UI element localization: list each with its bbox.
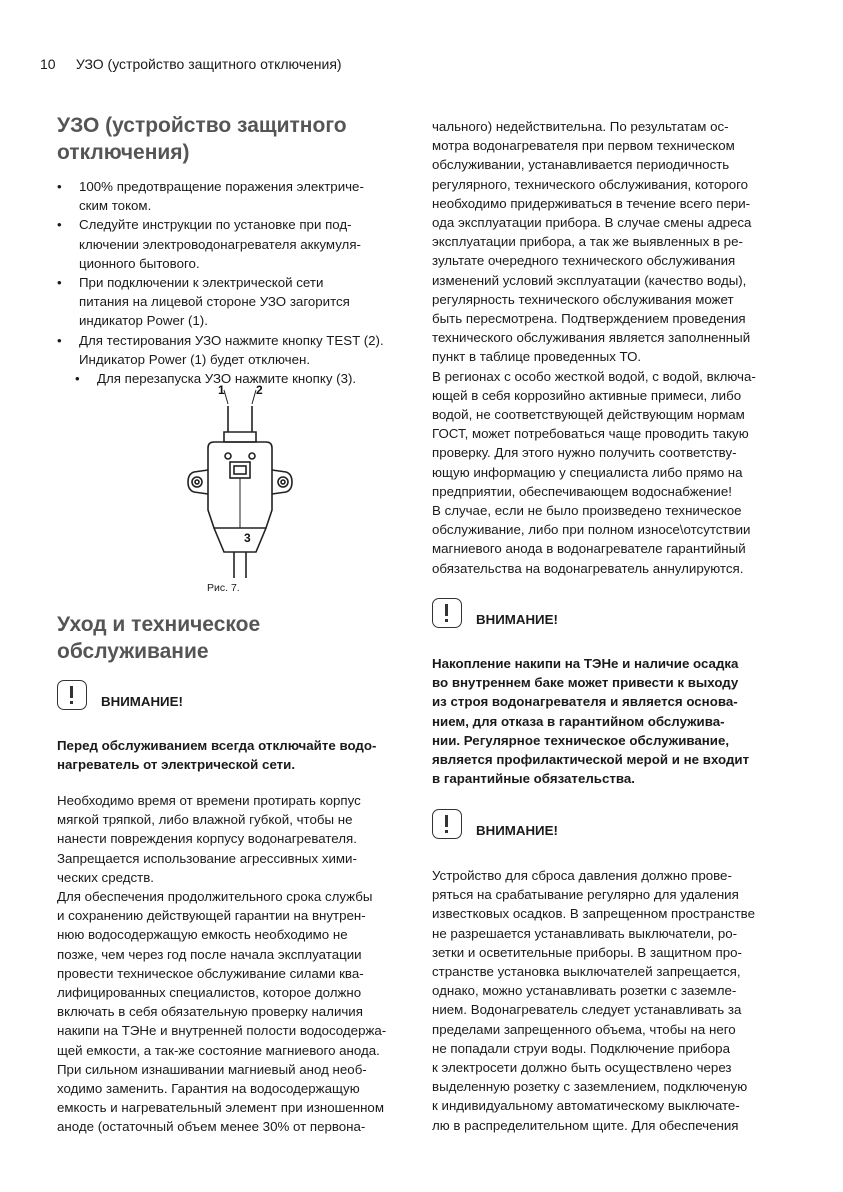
bullet-line: • При подключении к электрической сети	[79, 275, 324, 291]
scale-warning-text	[432, 654, 784, 788]
running-title: УЗО (устройство защитного отключения)	[75, 56, 342, 72]
text-line: емкость и нагревательный элемент при изношенном	[57, 1100, 384, 1116]
text-line: В регионах с особо жесткой водой, с водой, включа-	[432, 368, 756, 384]
text-line: обслуживание, либо при полном износе\отсутствии	[432, 522, 751, 538]
text-line: нюю водосодержащую емкость необходимо не	[57, 927, 348, 943]
text-line: регулярность технического обслуживания может	[432, 291, 734, 307]
text-line: нии. Регулярное техническое обслуживание,	[432, 732, 730, 748]
text-line: известковых осадков. В запрещенном пространстве	[432, 906, 755, 922]
text-line: аноде (остаточный объем менее 30% от первона-	[57, 1119, 366, 1135]
text-line: Накопление накипи на ТЭНе и наличие осадка	[432, 656, 739, 671]
text-line: обслуживании, устанавливается периодичность	[432, 157, 730, 173]
text-line: водой, не соответствующей действующим нормам	[432, 407, 745, 423]
text-line: Для обеспечения продолжительного срока службы	[57, 889, 373, 905]
care-title-line-2: обслуживание	[57, 640, 209, 663]
rcd-device-drawing	[180, 382, 300, 582]
text-line: Запрещается использование агрессивных хими-	[57, 850, 357, 866]
text-line: позже, чем через год после начала эксплуатации	[57, 946, 362, 962]
care-title-line-1: Уход и техническое	[57, 613, 261, 636]
text-line: технического обслуживания является заполненный	[432, 330, 751, 346]
text-line: нием. Водонагреватель следует устанавливать за	[432, 1002, 742, 1018]
text-line: нием, для отказа в гарантийном обслужива-	[432, 713, 725, 729]
right-body-top	[432, 117, 784, 578]
text-line: во внутреннем баке может привести к выходу	[432, 675, 739, 691]
text-line: в гарантийные обязательства.	[432, 771, 635, 787]
text-line: зультате очередного технического обслуживания	[432, 253, 736, 269]
warning-icon	[432, 809, 462, 839]
rcd-section-title	[57, 112, 347, 166]
bullet-line: • Следуйте инструкции по установке при под-	[79, 217, 352, 233]
text-line: и сохранению действующей гарантии на внутрен-	[57, 908, 366, 924]
bullet-line: ским током.	[79, 198, 152, 214]
text-line: странстве установка выключателей запрещается,	[432, 964, 741, 980]
text-line: мотра водонагревателя при первом техническом	[432, 138, 735, 154]
text-line: чального) недействительна. По результатам ос-	[432, 119, 729, 134]
rcd-bullet-1	[57, 177, 409, 215]
bullet-line: • Для тестирования УЗО нажмите кнопку TEST (2).	[79, 332, 384, 348]
warning-label: ВНИМАНИЕ!	[476, 612, 558, 627]
text-line: не разрешается устанавливать выключатели, ро-	[432, 925, 738, 941]
rcd-title-line-2: отключения)	[57, 141, 190, 164]
right-body-bottom	[432, 866, 784, 1135]
text-line: к электросети должно быть осуществлено через	[432, 1060, 732, 1076]
rcd-bullet-list	[57, 177, 409, 388]
text-line: Устройство для сброса давления должно прове-	[432, 868, 732, 883]
text-line: из строя водонагревателя и является основа-	[432, 694, 738, 710]
rcd-figure	[180, 382, 300, 582]
text-line: проверку. Для этого нужно получить соответству-	[432, 445, 737, 461]
text-line: к индивидуальному автоматическому выключате-	[432, 1098, 740, 1114]
text-line: ющую информацию у специалиста либо прямо на	[432, 464, 743, 480]
rcd-title-line-1: УЗО (устройство защитного	[57, 114, 347, 137]
text-line: регулярного, технического обслуживания, которого	[432, 176, 749, 192]
text-line: необходимо придерживаться в течение всего пери-	[432, 195, 751, 211]
text-line: изменений условий эксплуатации (качество воды),	[432, 272, 747, 288]
text-line: ческих средств.	[57, 869, 154, 885]
text-line: обязательства на водонагреватель аннулируются.	[432, 560, 744, 576]
text-line: магниевого анода в водонагревателе гарантийный	[432, 541, 746, 557]
warning-icon	[57, 680, 87, 710]
text-line: провести техническое обслуживание силами ква-	[57, 965, 364, 981]
scale-warning	[432, 598, 632, 638]
figure-label-3: 3	[244, 531, 251, 545]
figure-caption: Рис. 7.	[207, 582, 240, 594]
figure-label-1: 1	[218, 383, 225, 397]
bullet-line: ключении электроводонагревателя аккумуля-	[79, 236, 361, 252]
bullet-line: ционного бытового.	[79, 255, 200, 271]
text-line: нагреватель от электрической сети.	[57, 757, 296, 773]
text-line: предприятии, обеспечивающем водоснабжение!	[432, 483, 732, 499]
rcd-bullet-4	[57, 331, 409, 369]
text-line: лю в распределительном щите. Для обеспечения	[432, 1117, 739, 1133]
warning-label: ВНИМАНИЕ!	[101, 694, 183, 709]
care-body-text	[57, 791, 407, 1137]
care-section-title	[57, 611, 260, 665]
warning-label: ВНИМАНИЕ!	[476, 823, 558, 838]
text-line: пункт в таблице проведенных ТО.	[432, 349, 642, 365]
text-line: ющей в себя коррозийно активные примеси, либо	[432, 387, 742, 403]
text-line: выделенную розетку с заземлением, подключеную	[432, 1079, 748, 1095]
text-line: лифицированных специалистов, которое должно	[57, 985, 362, 1001]
rcd-bullet-3	[57, 273, 409, 331]
pressure-warning	[432, 809, 632, 849]
text-line: однако, можно устанавливать розетки с заземле-	[432, 983, 737, 999]
text-line: Перед обслуживанием всегда отключайте водо-	[57, 738, 377, 753]
text-line: быть пересмотрена. Подтверждением проведения	[432, 311, 746, 327]
text-line: не попадали струи воды. Подключение прибора	[432, 1040, 730, 1056]
text-line: эксплуатации прибора, а так же выявленных в ре-	[432, 234, 743, 250]
text-line: нанести повреждения корпусу водонагревателя.	[57, 831, 357, 847]
care-warning	[57, 680, 257, 720]
rcd-bullet-2	[57, 215, 409, 273]
bullet-line: Индикатор Power (1) будет отключен.	[79, 351, 311, 367]
rcd-sub-bullet: • Для перезапуска УЗО нажмите кнопку (3).	[57, 369, 409, 388]
page-header	[40, 56, 342, 72]
bullet-line: • 100% предотвращение поражения электриче-	[79, 179, 364, 194]
bullet-line: индикатор Power (1).	[79, 313, 208, 329]
text-line: ода эксплуатации прибора. В случае смены адреса	[432, 215, 752, 231]
text-line: включать в себя обязательную проверку наличия	[57, 1004, 363, 1020]
care-warning-text	[57, 736, 407, 774]
text-line: мягкой тряпкой, либо влажной губкой, чтобы не	[57, 812, 353, 828]
text-line: щей емкости, а так-же состояние магниевого анода.	[57, 1042, 380, 1058]
text-line: ходимо заменить. Гарантия на водосодержащую	[57, 1081, 360, 1097]
text-line: При сильном изнашивании магниевый анод необ-	[57, 1061, 367, 1077]
text-line: В случае, если не было произведено техническое	[432, 503, 742, 519]
text-line: Необходимо время от времени протирать корпус	[57, 793, 361, 808]
figure-label-2: 2	[256, 383, 263, 397]
text-line: ГОСТ, может потребоваться чаще проводить такую	[432, 426, 749, 442]
warning-icon	[432, 598, 462, 628]
text-line: накипи на ТЭНе и внутренней полости водосодержа-	[57, 1023, 387, 1039]
text-line: является профилактической мерой и не входит	[432, 752, 750, 768]
bullet-line: питания на лицевой стороне УЗО загорится	[79, 294, 350, 310]
page-number: 10	[40, 56, 56, 72]
text-line: ряться на срабатывание регулярно для удаления	[432, 887, 739, 903]
text-line: пределами запрещенного объема, чтобы на него	[432, 1021, 736, 1037]
text-line: зетки и осветительные приборы. В защитном про-	[432, 944, 742, 960]
